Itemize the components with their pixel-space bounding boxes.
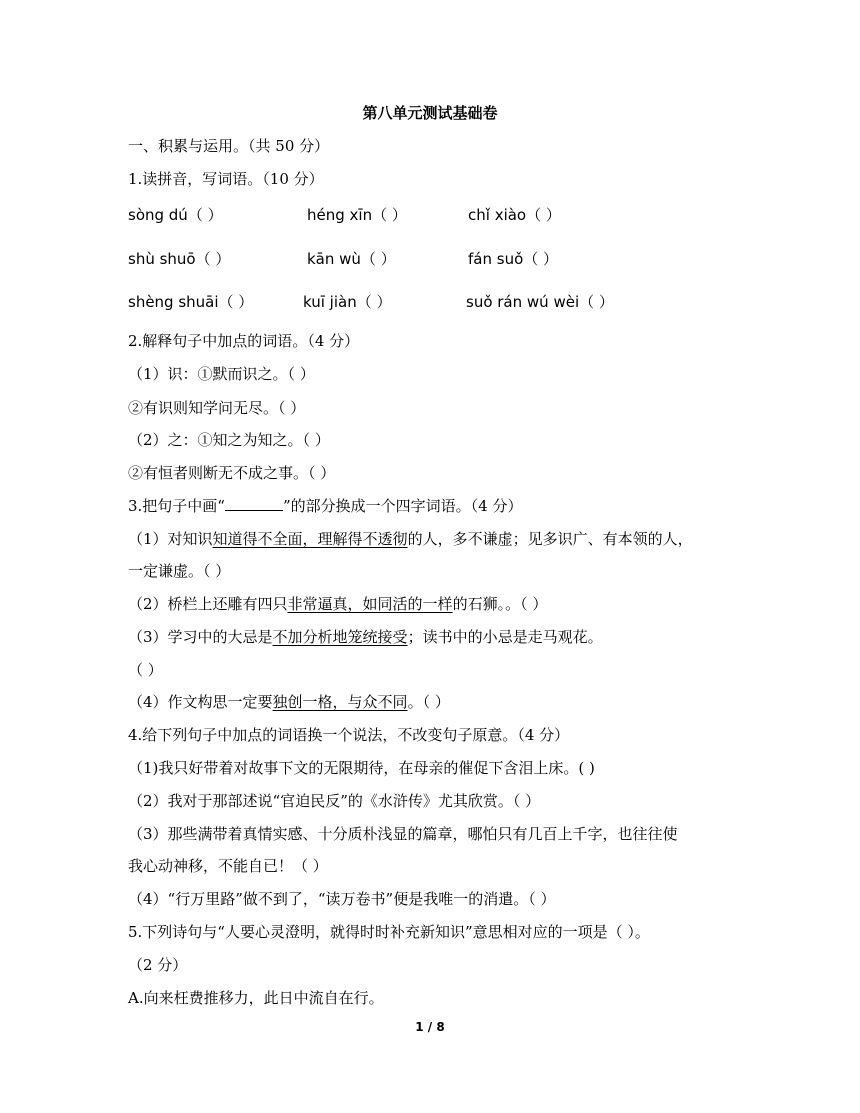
underlined-phrase: 不加分析地笼统接受 xyxy=(272,628,408,646)
pinyin-item: suǒ rán wú wèi（ ） xyxy=(466,293,614,311)
question-1-heading: 1.读拼音，写词语。（10 分） xyxy=(128,170,324,188)
pinyin-item: fán suǒ（ ） xyxy=(468,250,559,268)
question-4-heading: 4.给下列句子中加点的词语换一个说法，不改变句子原意。（4 分） xyxy=(128,726,570,744)
pinyin-item: kān wù（ ） xyxy=(307,250,396,268)
question-3-heading xyxy=(128,496,522,516)
question-2-heading: 2.解释句子中加点的词语。（4 分） xyxy=(128,332,360,350)
pinyin-item: sòng dú（ ） xyxy=(128,206,223,224)
page-title: 第八单元测试基础卷 xyxy=(362,104,498,122)
sentence-text: （4）作文构思一定要 xyxy=(128,693,273,711)
pinyin-item: shù shuō（ ） xyxy=(128,250,231,268)
question-3-sentence-cont: （ ） xyxy=(128,661,163,679)
question-4-sentence: （4）“行万里路”做不到了，“读万卷书”便是我唯一的消遣。（ ） xyxy=(128,890,556,908)
underlined-phrase: 知道得不全面，理解得不透彻 xyxy=(212,530,408,548)
question-2-line: ②有识则知学问无尽。（ ） xyxy=(128,399,306,417)
pinyin-item: shèng shuāi（ ） xyxy=(128,293,254,311)
question-3-sentence xyxy=(128,627,603,647)
question-3-sentence xyxy=(128,594,547,614)
sentence-text: （1）对知识 xyxy=(128,530,213,548)
page-number: 1 / 8 xyxy=(415,1020,445,1034)
question-4-sentence: （3）那些满带着真情实感、十分质朴浅显的篇章，哪怕只有几百上千字，也往往使 xyxy=(128,825,678,843)
question-3-heading-part: ”的部分换成一个四字词语。（4 分） xyxy=(282,497,523,515)
question-5-heading: 5.下列诗句与“人要心灵澄明，就得时时补充新知识”意思相对应的一项是（ ）。 xyxy=(128,923,650,941)
sentence-text: 的人，多不谦虚；见多识广、有本领的人， xyxy=(407,530,693,548)
underline-sample xyxy=(225,497,283,511)
sentence-text: 的石狮。。（ ） xyxy=(452,595,548,613)
question-3-sentence xyxy=(128,692,450,712)
section-heading: 一、积累与运用。（共 50 分） xyxy=(128,137,330,155)
question-2-line: （1）识：①默而识之。（ ） xyxy=(128,365,315,383)
underlined-phrase: 非常逼真，如同活的一样 xyxy=(287,595,453,613)
pinyin-item: kuī jiàn（ ） xyxy=(303,293,392,311)
question-4-sentence: （1)我只好带着对故事下文的无限期待，在母亲的催促下含泪上床。( ) xyxy=(128,759,595,777)
question-2-line: ②有恒者则断无不成之事。（ ） xyxy=(128,464,336,482)
sentence-text: （3）学习中的大忌是 xyxy=(128,628,273,646)
question-4-sentence-cont: 我心动神移，不能自已！（ ） xyxy=(128,857,328,875)
sentence-text: ；读书中的小忌是走马观花。 xyxy=(407,628,603,646)
question-3-sentence-cont: 一定谦虚。（ ） xyxy=(128,562,231,580)
sentence-text: 。（ ） xyxy=(407,693,450,711)
pinyin-item: héng xīn（ ） xyxy=(307,206,407,224)
question-5-score: （2 分） xyxy=(128,956,188,974)
option-a: A.向来枉费推移力，此日中流自在行。 xyxy=(128,989,384,1007)
sentence-text: （2）桥栏上还雕有四只 xyxy=(128,595,288,613)
question-4-sentence: （2）我对于那部述说“官迫民反”的《水浒传》尤其欣赏。（ ） xyxy=(128,792,541,810)
question-2-line: （2）之：①知之为知之。（ ） xyxy=(128,431,330,449)
pinyin-item: chǐ xiào（ ） xyxy=(468,206,561,224)
question-3-sentence xyxy=(128,529,693,549)
underlined-phrase: 独创一格，与众不同 xyxy=(272,693,408,711)
question-3-heading-part: 3.把句子中画“ xyxy=(128,497,225,515)
